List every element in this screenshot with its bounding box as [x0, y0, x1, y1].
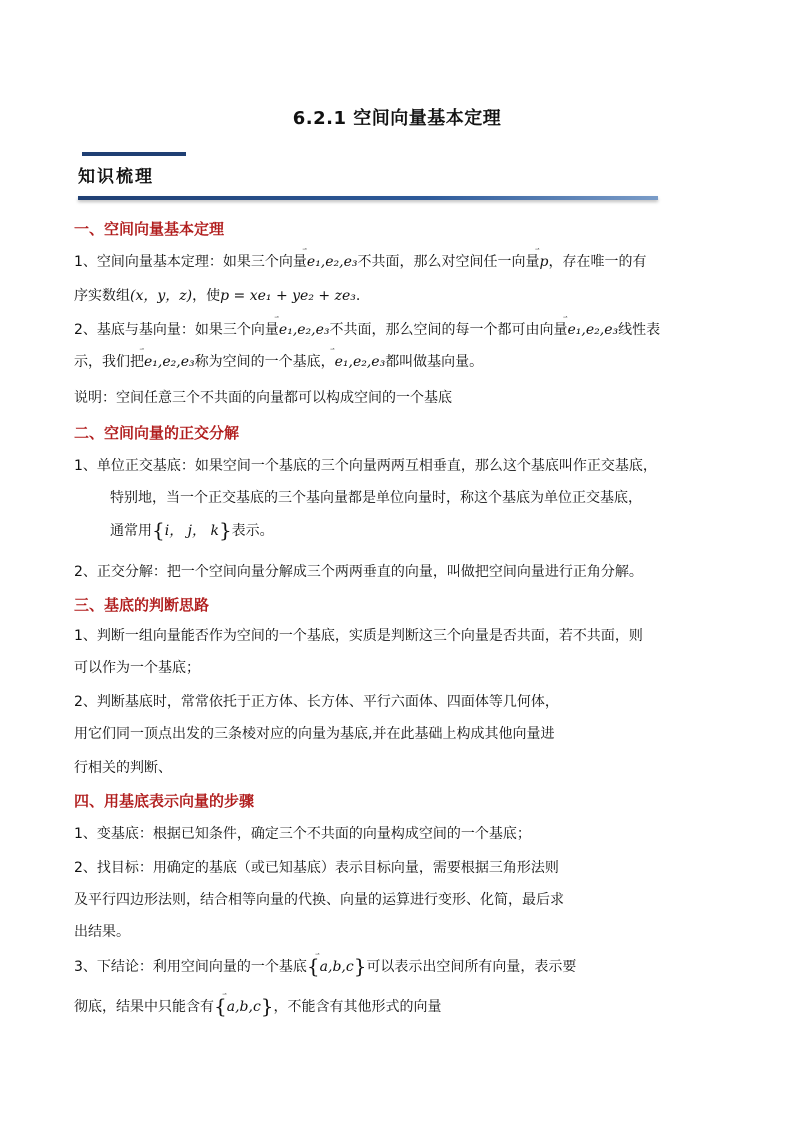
brace-open: { [214, 994, 227, 1018]
paragraph-6-line-1: 2、判断基底时，常常依托于正方体、长方体、平行六面体、四面体等几何体， [74, 694, 559, 710]
paragraph-3-line-3 [110, 520, 274, 541]
basis-vectors: ⃑ e₁,e₂,e₃ [335, 352, 386, 372]
basis-vectors: ⃑ e₁,e₂,e₃ [568, 320, 619, 340]
paragraph-2-line-1 [74, 320, 660, 340]
section-heading-2: 二、空间向量的正交分解 [74, 424, 240, 442]
section-heading-1: 一、空间向量基本定理 [74, 220, 225, 238]
note: 说明：空间任意三个不共面的向量都可以构成空间的一个基底 [74, 390, 452, 406]
text: 3、下结论：利用空间向量的一个基底 [74, 959, 307, 975]
paragraph-5-line-1: 1、判断一组向量能否作为空间的一个基底，实质是判断这三个向量是否共面，若不共面，则 [74, 628, 643, 644]
text: 都叫做基向量。 [385, 354, 484, 370]
paragraph-4: 2、正交分解：把一个空间向量分解成三个两两垂直的向量，叫做把空间向量进行正角分解。 [74, 564, 643, 580]
text: 2、基底与基向量：如果三个向量 [74, 322, 279, 338]
paragraph-2-line-2 [74, 352, 483, 372]
paragraph-3-line-2: 特别地，当一个正交基底的三个基向量都是单位向量时，称这个基底为单位正交基底， [110, 490, 642, 506]
text: 不共面，那么空间的每一个都可由向量 [329, 322, 568, 338]
text: . [355, 288, 361, 304]
paragraph-9-line-1 [74, 956, 576, 977]
banner-bottom-bar [78, 196, 658, 200]
text: 称为空间的一个基底， [194, 354, 335, 370]
paragraph-1-line-1 [74, 252, 646, 272]
section-banner [78, 152, 658, 206]
paragraph-6-line-3: 行相关的判断、 [74, 760, 172, 776]
section-heading-3: 三、基底的判断思路 [74, 596, 210, 614]
section-heading-4: 四、用基底表示向量的步骤 [74, 792, 255, 810]
paragraph-8-line-1: 2、找目标：用确定的基底（或已知基底）表示目标向量，需要根据三角形法则 [74, 860, 559, 876]
basis-vectors: ⃑ e₁,e₂,e₃ [307, 252, 358, 272]
paragraph-7: 1、变基底：根据已知条件，确定三个不共面的向量构成空间的一个基底； [74, 826, 531, 842]
brace-close: } [353, 954, 367, 978]
ordered-triple: (x，y，z) [130, 288, 193, 304]
paragraph-9-line-2 [74, 996, 442, 1017]
basis-vectors: ⃑ e₁,e₂,e₃ [279, 320, 330, 340]
brace-close: } [218, 518, 232, 542]
text: 线性表 [618, 322, 661, 338]
page-title: 6.2.1 空间向量基本定理 [292, 108, 502, 129]
text: 序实数组 [74, 288, 130, 304]
text: 通常用 [110, 523, 152, 539]
brace-close: } [260, 994, 274, 1018]
paragraph-1-line-2 [74, 286, 360, 306]
paragraph-8-line-2: 及平行四边形法则，结合相等向量的代换、向量的运算进行变形、化简，最后求 [74, 892, 564, 908]
text: 示，我们把 [74, 354, 144, 370]
paragraph-8-line-3: 出结果。 [74, 924, 130, 940]
paragraph-3-line-1: 1、单位正交基底：如果空间一个基底的三个向量两两互相垂直，那么这个基底叫作正交基底， [74, 458, 657, 474]
text: 不共面，那么对空间任一向量 [357, 254, 540, 270]
vector-p: ⃑ p [540, 252, 549, 272]
basis-abc: ⃑ a,b,c [320, 957, 354, 977]
text: 1、空间向量基本定理：如果三个向量 [74, 254, 307, 270]
text: 可以表示出空间所有向量，表示要 [366, 959, 577, 975]
basis-vectors: ⃑ e₁,e₂,e₃ [144, 352, 195, 372]
brace-open: { [152, 518, 165, 542]
text: 彻底，结果中只能含有 [74, 999, 214, 1015]
brace-open: { [306, 954, 320, 978]
text: ，存在唯一的有 [548, 254, 647, 270]
text: ，不能含有其他形式的向量 [273, 999, 442, 1015]
unit-vectors: i， j， k [164, 523, 219, 539]
text: 表示。 [231, 523, 274, 539]
paragraph-6-line-2: 用它们同一顶点出发的三条棱对应的向量为基底,并在此基础上构成其他向量进 [74, 726, 555, 742]
paragraph-5-line-2: 可以作为一个基底； [74, 660, 200, 676]
decomposition-formula: p = xe₁ + ye₂ + ze₃ [220, 288, 356, 304]
banner-top-bar [82, 152, 186, 156]
text: ，使 [192, 288, 221, 304]
banner-label: 知识梳理 [78, 167, 154, 187]
basis-abc: ⃑ a,b,c [227, 997, 261, 1017]
